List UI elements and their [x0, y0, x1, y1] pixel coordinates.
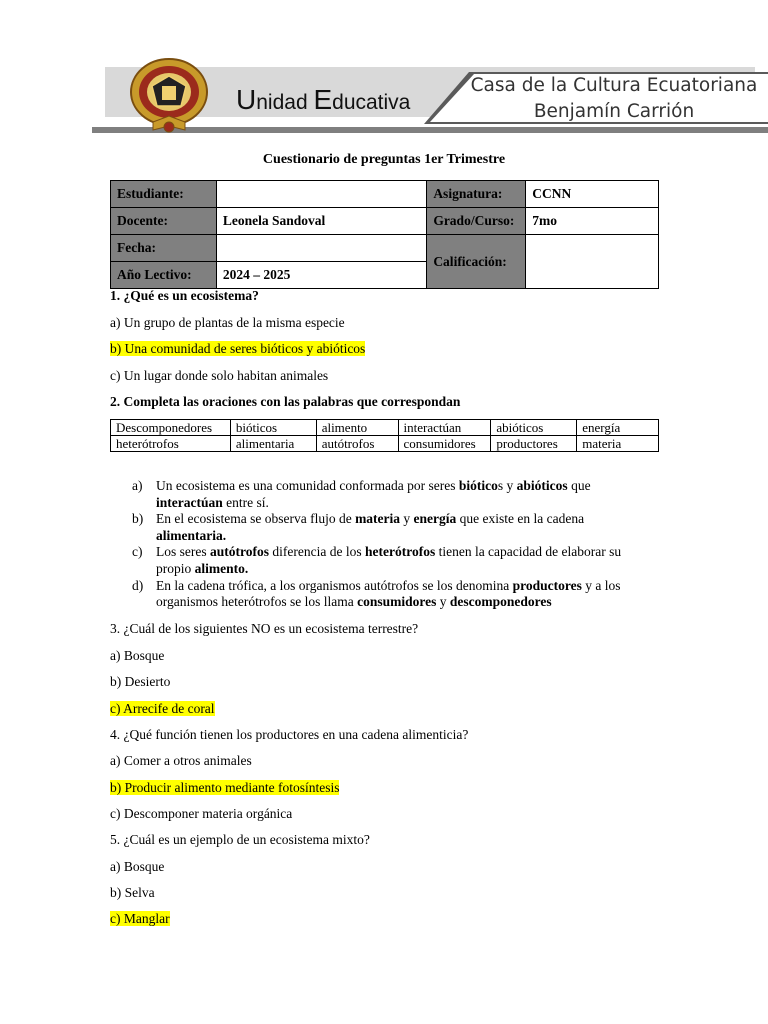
grado-value: 7mo: [526, 208, 659, 235]
q1-option-b[interactable]: b) Una comunidad de seres bióticos y abióticos: [110, 341, 366, 356]
q4-option-c[interactable]: c) Descomponer materia orgánica: [110, 806, 293, 821]
word-bank-cell: bióticos: [230, 420, 316, 436]
q1-option-c[interactable]: c) Un lugar donde solo habitan animales: [110, 368, 329, 383]
q3-option-b[interactable]: b) Desierto: [110, 674, 171, 689]
fecha-field[interactable]: [216, 235, 426, 262]
word-bank-cell: productores: [491, 436, 577, 452]
q5-option-a[interactable]: a) Bosque: [110, 859, 165, 874]
docente-value: Leonela Sandoval: [216, 208, 426, 235]
q4-option-b[interactable]: b) Producir alimento mediante fotosíntesis: [110, 780, 340, 795]
anio-lectivo-label: Año Lectivo:: [111, 262, 217, 289]
school-crest-icon: [128, 56, 210, 134]
unit-title: Unidad Educativa: [236, 84, 411, 115]
anio-lectivo-value: 2024 – 2025: [216, 262, 426, 289]
sentence-a: a) Un ecosistema es una comunidad conformada por seres bióticos y abióticos que interactúan entre sí.: [132, 478, 591, 510]
docente-label: Docente:: [111, 208, 217, 235]
q5-option-b[interactable]: b) Selva: [110, 885, 155, 900]
calificacion-label: Calificación:: [427, 235, 526, 289]
sentence-b: b) En el ecosistema se observa flujo de materia y energía que existe en la cadena alimentaria.: [132, 511, 585, 543]
word-bank-cell: materia: [577, 436, 659, 452]
word-bank-cell: alimento: [316, 420, 398, 436]
fecha-label: Fecha:: [111, 235, 217, 262]
question-4: 4. ¿Qué función tienen los productores en una cadena alimenticia?: [110, 727, 469, 742]
institution-name: [460, 73, 768, 125]
word-bank-cell: heterótrofos: [111, 436, 231, 452]
word-bank-cell: autótrofos: [316, 436, 398, 452]
question-2: 2. Completa las oraciones con las palabras que correspondan: [110, 394, 461, 409]
question-5: 5. ¿Cuál es un ejemplo de un ecosistema mixto?: [110, 832, 370, 847]
completed-sentences: [110, 478, 650, 611]
word-bank-cell: abióticos: [491, 420, 577, 436]
sentence-c: c) Los seres autótrofos diferencia de los heterótrofos tienen la capacidad de elaborar su propio alimento.: [132, 544, 622, 576]
institution-line-1: Casa de la Cultura Ecuatoriana: [470, 75, 758, 96]
question-1: 1. ¿Qué es un ecosistema?: [110, 288, 259, 303]
calificacion-field[interactable]: [526, 235, 659, 289]
student-info-table: [110, 180, 659, 289]
q4-option-a[interactable]: a) Comer a otros animales: [110, 753, 252, 768]
word-bank-table: [110, 419, 659, 452]
question-3: 3. ¿Cuál de los siguientes NO es un ecosistema terrestre?: [110, 621, 419, 636]
word-bank-cell: Descomponedores: [111, 420, 231, 436]
asignatura-value: CCNN: [526, 181, 659, 208]
sentence-d: d) En la cadena trófica, a los organismos autótrofos se los denomina productores y a los organismos heterótrofos se los llama consumidores y descomponedores: [132, 577, 621, 610]
word-bank-cell: consumidores: [398, 436, 491, 452]
q1-option-a[interactable]: a) Un grupo de plantas de la misma especie: [110, 315, 345, 330]
word-bank-cell: energía: [577, 420, 659, 436]
grado-label: Grado/Curso:: [427, 208, 526, 235]
q5-option-c[interactable]: c) Manglar: [110, 911, 170, 926]
estudiante-field[interactable]: [216, 181, 426, 208]
q3-option-a[interactable]: a) Bosque: [110, 648, 165, 663]
document-title: Cuestionario de preguntas 1er Trimestre: [262, 152, 506, 167]
asignatura-label: Asignatura:: [427, 181, 526, 208]
q3-option-c[interactable]: c) Arrecife de coral: [110, 701, 215, 716]
estudiante-label: Estudiante:: [111, 181, 217, 208]
word-bank-cell: interactúan: [398, 420, 491, 436]
word-bank-cell: alimentaria: [230, 436, 316, 452]
institution-line-2: Benjamín Carrión: [533, 101, 695, 122]
